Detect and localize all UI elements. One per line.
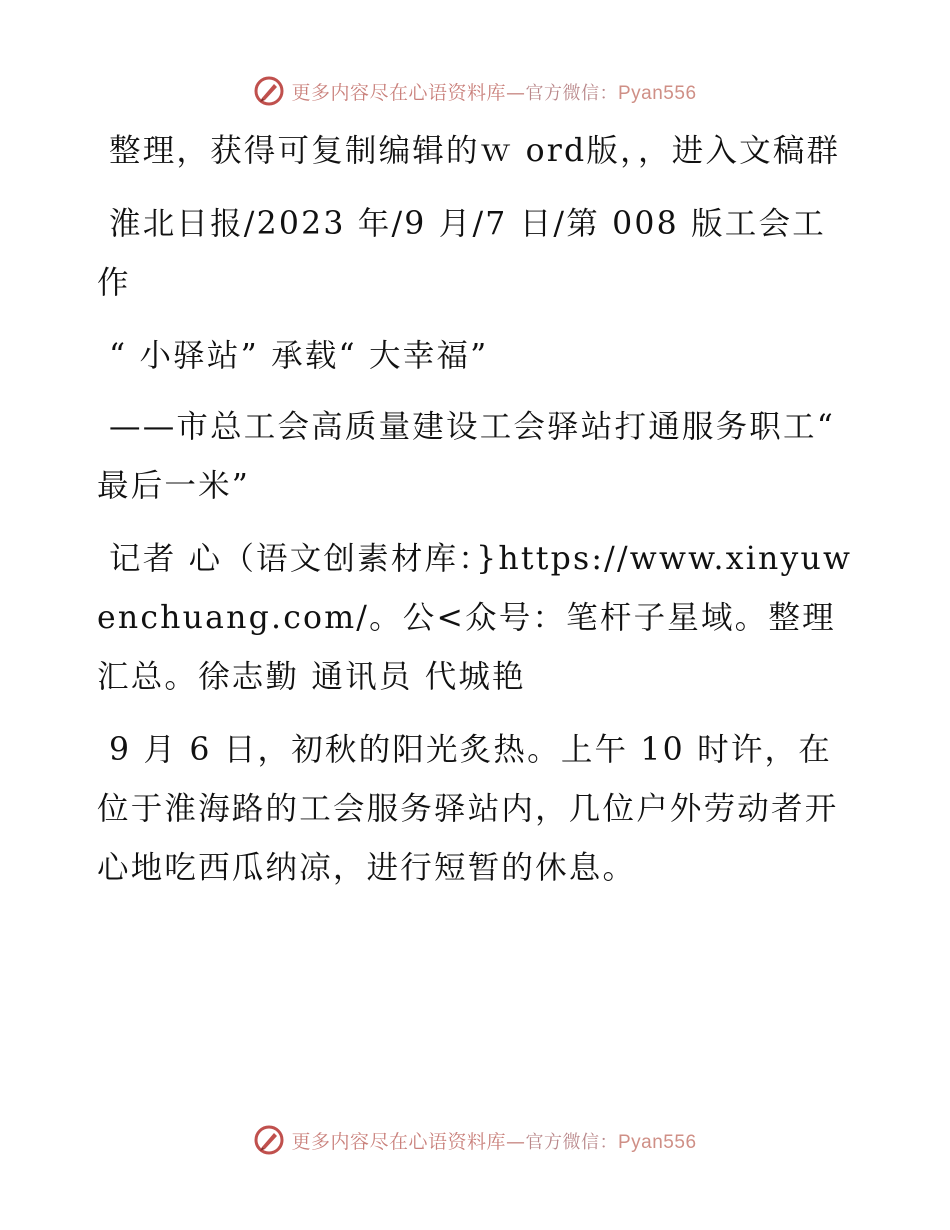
article-title: “ 小驿站” 承载“ 大幸福”	[109, 338, 489, 374]
footer-watermark	[0, 1120, 950, 1160]
source-line: 淮北日报/2023 年/9 月/7 日/第 008 版工会工作	[97, 206, 826, 301]
body-paragraph: 9 月 6 日，初秋的阳光炙热。上午 10 时许，在位于淮海路的工会服务驿站内，几位户外劳动者开心地吃西瓜纳凉，进行短暂的休息。	[97, 732, 839, 886]
watermark-label: 官方微信：	[525, 82, 618, 104]
watermark-text	[291, 78, 696, 105]
article-body	[97, 122, 857, 898]
watermark-wechat-id: Pyan556	[618, 1131, 697, 1153]
watermark-dash: —	[506, 1130, 526, 1153]
watermark-brand: 更多内容尽在心语资料库	[291, 81, 506, 104]
pen-logo-icon	[253, 1124, 285, 1156]
header-watermark	[0, 71, 950, 111]
watermark-wechat-id: Pyan556	[618, 82, 697, 104]
watermark-dash: —	[506, 81, 526, 104]
watermark-label: 官方微信：	[525, 1131, 618, 1153]
pen-logo-icon	[253, 75, 285, 107]
watermark-text	[291, 1127, 696, 1154]
watermark-brand: 更多内容尽在心语资料库	[291, 1130, 506, 1153]
article-subtitle: ——市总工会高质量建设工会驿站打通服务职工“ 最后一米”	[97, 409, 836, 504]
byline: 记者 心（语文创素材库：}https://www.xinyuwenchuang.com/。公<众号：笔杆子星域。整理汇总。徐志勤 通讯员 代城艳	[97, 541, 853, 695]
editing-note: 整理，获得可复制编辑的ｗ ord版，，进入文稿群	[109, 133, 841, 169]
